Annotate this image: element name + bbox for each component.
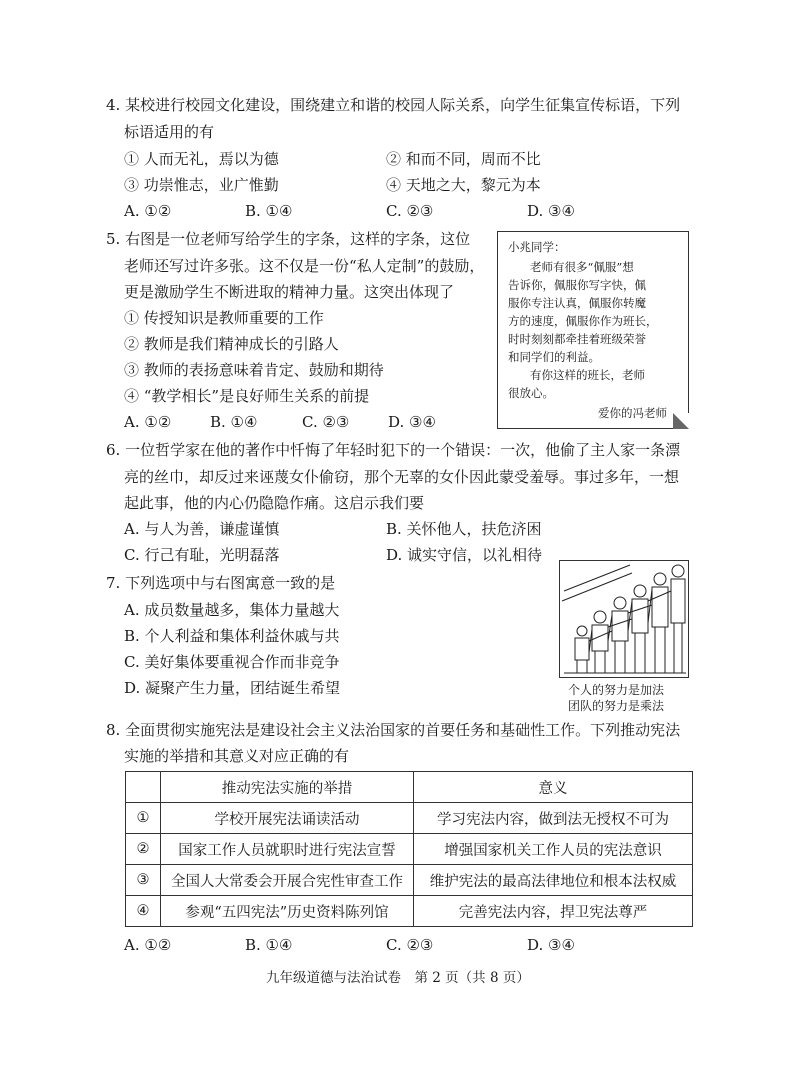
q7-choice-c: C. 美好集体要重视合作而非竞争 — [124, 653, 340, 671]
q4-stem-line1: 4. 某校进行校园文化建设，围绕建立和谐的校园人际关系，向学生征集宣传标语，下列 — [106, 96, 681, 114]
cartoon-caption-line1: 个人的努力是加法 — [568, 683, 665, 697]
table-row — [126, 834, 693, 865]
teamwork-cartoon — [559, 560, 689, 678]
note-line: 和同学们的利益。 — [508, 350, 600, 364]
q6-stem-line2: 亮的丝巾，却反过来诬蔑女仆偷窃，那个无辜的女仆因此蒙受羞辱。事过多年，一想 — [124, 468, 680, 486]
note-line: 告诉你，佩服你写字快，佩 — [508, 278, 646, 292]
q5-stem-line3: 更是激励学生不断进取的精神力量。这突出体现了 — [124, 283, 455, 301]
table-cell: 全国人大常委会开展合宪性审查工作 — [161, 865, 414, 896]
note-line: 服你专注认真，佩服你转魔 — [508, 296, 646, 310]
q4-option-4: ④ 天地之大，黎元为本 — [386, 176, 541, 194]
q8-choice-d: D. ③④ — [527, 936, 575, 954]
q5-option-2: ② 教师是我们精神成长的引路人 — [124, 335, 339, 353]
table-cell: 学习宪法内容，做到法无授权不可为 — [414, 803, 693, 834]
table-row — [126, 896, 693, 927]
q6-choice-a: A. 与人为善，谦虚谨慎 — [124, 520, 280, 538]
note-greeting: 小兆同学： — [508, 240, 566, 254]
note-line: 很放心。 — [508, 386, 554, 400]
q5-choice-a: A. ①② — [124, 413, 172, 431]
q5-stem-line2: 老师还写过许多张。这不仅是一份“私人定制”的鼓励， — [124, 257, 485, 275]
table-cell: ② — [126, 834, 161, 865]
q8-stem-line2: 实施的举措和其意义对应正确的有 — [124, 747, 350, 765]
q8-stem-line1: 8. 全面贯彻实施宪法是建设社会主义法治国家的首要任务和基础性工作。下列推动宪法 — [106, 721, 681, 739]
q7-choice-a: A. 成员数量越多，集体力量越大 — [124, 601, 340, 619]
note-line: 有你这样的班长，老师 — [530, 368, 645, 382]
note-folded-corner — [673, 413, 689, 429]
note-line: 时时刻刻都牵挂着班级荣誉 — [508, 332, 646, 346]
q4-stem-line2: 标语适用的有 — [124, 123, 215, 141]
table-cell: 国家工作人员就职时进行宪法宣誓 — [161, 834, 414, 865]
table-cell: ④ — [126, 896, 161, 927]
table-cell: 完善宪法内容，捍卫宪法尊严 — [414, 896, 693, 927]
table-cell: ③ — [126, 865, 161, 896]
q6-stem-line1: 6. 一位哲学家在他的著作中忏悔了年轻时犯下的一个错误：一次，他偷了主人家一条漂 — [106, 441, 681, 459]
q5-option-4: ④ “教学相长”是良好师生关系的前提 — [124, 387, 370, 405]
note-line: 老师有很多“佩服”想 — [530, 260, 634, 274]
teacher-note — [497, 231, 689, 429]
table-row — [126, 803, 693, 834]
table-cell: ① — [126, 803, 161, 834]
q5-choice-b: B. ①④ — [210, 413, 258, 431]
table-header-cell — [126, 772, 161, 803]
cartoon-caption-line2: 团队的努力是乘法 — [568, 699, 665, 713]
note-line: 方的速度，佩服你作为班长， — [508, 314, 658, 328]
table-cell: 增强国家机关工作人员的宪法意识 — [414, 834, 693, 865]
q8-choice-c: C. ②③ — [386, 936, 434, 954]
q6-choice-d: D. 诚实守信，以礼相待 — [386, 546, 543, 564]
q4-choice-a: A. ①② — [124, 202, 172, 220]
q8-choice-b: B. ①④ — [245, 936, 293, 954]
page-footer: 九年级道德与法治试卷 第 2 页（共 8 页） — [266, 970, 530, 986]
q5-choice-c: C. ②③ — [302, 413, 350, 431]
q7-choice-d: D. 凝聚产生力量，团结诞生希望 — [124, 679, 341, 697]
q4-choice-d: D. ③④ — [527, 202, 575, 220]
q7-stem: 7. 下列选项中与右图寓意一致的是 — [106, 574, 336, 592]
q5-stem-line1: 5. 右图是一位老师写给学生的字条，这样的字条，这位 — [106, 230, 471, 248]
q4-choice-c: C. ②③ — [386, 202, 434, 220]
q7-choice-b: B. 个人利益和集体利益休戚与共 — [124, 627, 340, 645]
q8-table — [125, 771, 693, 927]
table-header-row — [126, 772, 693, 803]
q6-choice-c: C. 行己有耻，光明磊落 — [124, 546, 280, 564]
table-header-cell: 推动宪法实施的举措 — [161, 772, 414, 803]
table-cell: 参观“五四宪法”历史资料陈列馆 — [161, 896, 414, 927]
q5-option-1: ① 传授知识是教师重要的工作 — [124, 309, 324, 327]
q4-option-3: ③ 功崇惟志，业广惟勤 — [124, 176, 279, 194]
table-cell: 维护宪法的最高法律地位和根本法权威 — [414, 865, 693, 896]
q6-stem-line3: 起此事，他的内心仍隐隐作痛。这启示我们要 — [124, 494, 425, 512]
q8-choice-a: A. ①② — [124, 936, 172, 954]
teamwork-cartoon-drawing — [560, 561, 688, 677]
q4-choice-b: B. ①④ — [245, 202, 293, 220]
q4-option-1: ① 人而无礼，焉以为德 — [124, 150, 279, 168]
note-signature: 爱你的冯老师 — [598, 406, 667, 420]
q4-option-2: ② 和而不同，周而不比 — [386, 150, 541, 168]
table-cell: 学校开展宪法诵读活动 — [161, 803, 414, 834]
table-row — [126, 865, 693, 896]
table-header-cell: 意义 — [414, 772, 693, 803]
q5-choice-d: D. ③④ — [388, 413, 436, 431]
q5-option-3: ③ 教师的表扬意味着肯定、鼓励和期待 — [124, 361, 384, 379]
q6-choice-b: B. 关怀他人，扶危济困 — [386, 520, 542, 538]
